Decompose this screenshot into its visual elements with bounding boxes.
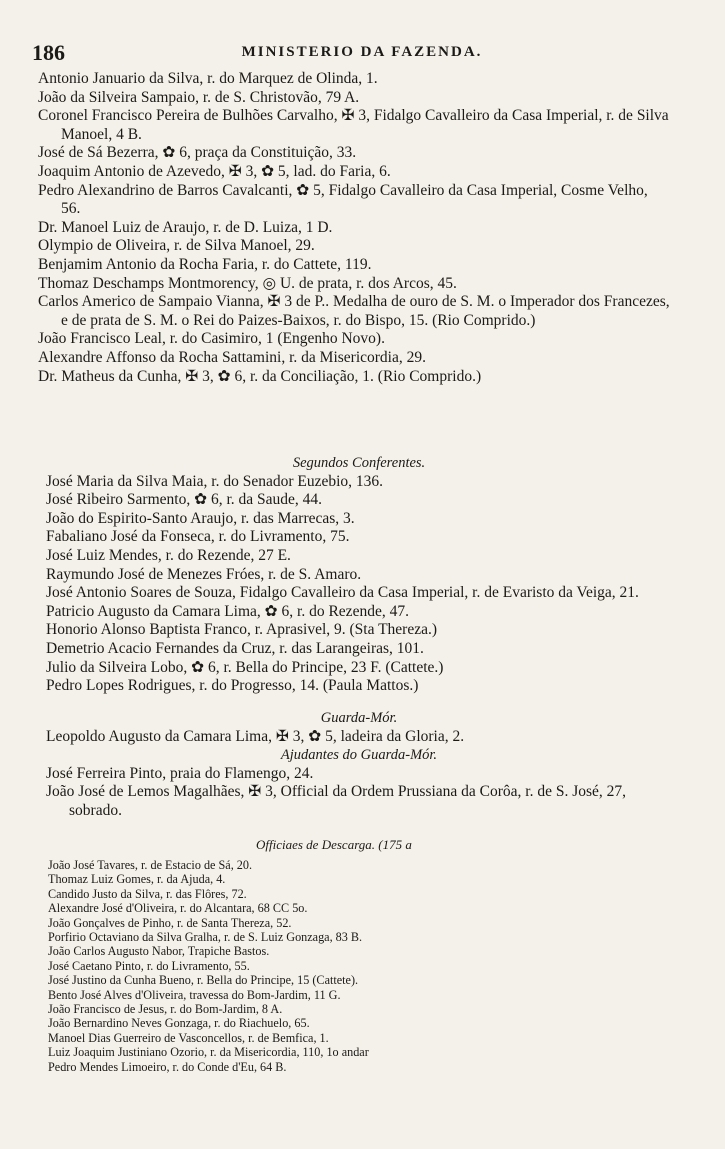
list-item: José Maria da Silva Maia, r. do Senador Euzebio, 136. <box>46 472 384 490</box>
list-item: João Francisco Leal, r. do Casimiro, 1 (Engenho Novo). <box>38 330 385 348</box>
running-title: MINISTERIO DA FAZENDA. <box>241 44 483 60</box>
list-item: Thomaz Luiz Gomes, r. da Ajuda, 4. <box>48 872 226 887</box>
list-item: José de Sá Bezerra, ✿ 6, praça da Constituição, 33. <box>38 144 357 162</box>
list-item: Julio da Silveira Lobo, ✿ 6, r. Bella do Principe, 23 F. (Cattete.) <box>46 658 444 676</box>
list-item: Alexandre Affonso da Rocha Sattamini, r. da Misericordia, 29. <box>38 348 426 366</box>
list-item: Luiz Joaquim Justiniano Ozorio, r. da Misericordia, 110, 1o andar <box>48 1045 369 1060</box>
list-item: José Justino da Cunha Bueno, r. Bella do Principe, 15 (Cattete). <box>48 973 359 988</box>
list-item: João José de Lemos Magalhães, ✠ 3, Official da Ordem Prussiana da Corôa, r. de S. José, 27, sobrado. <box>46 783 627 819</box>
section-heading: Segundos Conferentes. <box>292 455 426 471</box>
list-item: Patricio Augusto da Camara Lima, ✿ 6, r. do Rezende, 47. <box>46 602 409 620</box>
list-item: José Ferreira Pinto, praia do Flamengo, 24. <box>46 764 314 782</box>
entries-guarda-mor <box>46 709 672 855</box>
list-item: Joaquim Antonio de Azevedo, ✠ 3, ✿ 5, lad. do Faria, 6. <box>38 162 391 180</box>
list-item: José Antonio Soares de Souza, Fidalgo Cavalleiro da Casa Imperial, r. de Evaristo da Veiga, 21. <box>46 584 639 602</box>
list-item: Pedro Mendes Limoeiro, r. do Conde d'Eu, 64 B. <box>48 1059 287 1074</box>
list-item: José Ribeiro Sarmento, ✿ 6, r. da Saude, 44. <box>46 491 323 509</box>
list-item: Olympio de Oliveira, r. de Silva Manoel, 29. <box>38 237 315 255</box>
list-item: Carlos Americo de Sampaio Vianna, ✠ 3 de P.. Medalha de ouro de S. M. o Imperador dos Francezes, e de prata de S. M. o Rei do Paizes-Baixos, r. do Bispo, 15. (Rio Comprido.) <box>38 293 670 329</box>
list-item: Fabaliano José da Fonseca, r. do Livramento, 75. <box>46 528 350 546</box>
entries-primeiros <box>38 70 670 386</box>
list-item: João Francisco de Jesus, r. do Bom-Jardim, 8 A. <box>48 1002 283 1017</box>
page-number: 186 <box>32 40 65 65</box>
list-item: Manoel Dias Guerreiro de Vasconcellos, r. de Bemfica, 1. <box>48 1030 329 1045</box>
list-item: Dr. Matheus da Cunha, ✠ 3, ✿ 6, r. da Conciliação, 1. (Rio Comprido.) <box>38 367 482 385</box>
list-item: José Caetano Pinto, r. do Livramento, 55. <box>48 958 250 973</box>
section-heading: Ajudantes do Guarda-Mór. <box>280 747 438 764</box>
list-item: Antonio Januario da Silva, r. do Marquez de Olinda, 1. <box>38 70 378 87</box>
list-item: Honorio Alonso Baptista Franco, r. Aprasivel, 9. (Sta Thereza.) <box>46 621 438 639</box>
section-heading: Officiaes de Descarga. (175 a <box>256 836 412 852</box>
entries-segundos <box>46 454 672 696</box>
list-item: Coronel Francisco Pereira de Bulhões Carvalho, ✠ 3, Fidalgo Cavalleiro da Casa Imperial, r. de Silva Manoel, 4 B. <box>38 107 669 143</box>
list-item: Porfirio Octaviano da Silva Gralha, r. de S. Luiz Gonzaga, 83 B. <box>48 930 363 945</box>
list-item: Alexandre José d'Oliveira, r. do Alcantara, 68 CC 5o. <box>48 901 308 916</box>
list-item: João da Silveira Sampaio, r. de S. Christovão, 79 A. <box>38 88 360 106</box>
list-item: Pedro Alexandrino de Barros Cavalcanti, ✿ 5, Fidalgo Cavalleiro da Casa Imperial, Cosme Velho, 56. <box>38 181 648 218</box>
list-item: Dr. Manoel Luiz de Araujo, r. de D. Luiza, 1 D. <box>38 218 333 236</box>
list-item: João do Espirito-Santo Araujo, r. das Marrecas, 3. <box>46 509 355 527</box>
list-item: Raymundo José de Menezes Fróes, r. de S. Amaro. <box>46 565 362 583</box>
list-item: João José Tavares, r. de Estacio de Sá, 20. <box>48 858 253 872</box>
list-item: João Gonçalves de Pinho, r. de Santa Thereza, 52. <box>48 915 292 930</box>
page-header <box>32 40 692 68</box>
list-item: Candido Justo da Silva, r. das Flôres, 72. <box>48 886 247 901</box>
entries-officiaes <box>48 858 648 1074</box>
list-item: Benjamim Antonio da Rocha Faria, r. do Cattete, 119. <box>38 255 372 273</box>
section-heading: Guarda-Mór. <box>320 710 398 726</box>
list-item: Demetrio Acacio Fernandes da Cruz, r. das Larangeiras, 101. <box>46 639 424 657</box>
list-item: João Bernardino Neves Gonzaga, r. do Riachuelo, 65. <box>48 1016 310 1031</box>
list-item: Leopoldo Augusto da Camara Lima, ✠ 3, ✿ 5, ladeira da Gloria, 2. <box>46 727 465 745</box>
list-item: Pedro Lopes Rodrigues, r. do Progresso, 14. (Paula Mattos.) <box>46 677 419 695</box>
list-item: Thomaz Deschamps Montmorency, ◎ U. de prata, r. dos Arcos, 45. <box>38 274 457 292</box>
list-item: José Luiz Mendes, r. do Rezende, 27 E. <box>46 546 291 564</box>
list-item: João Carlos Augusto Nabor, Trapiche Bastos. <box>48 944 270 959</box>
list-item: Bento José Alves d'Oliveira, travessa do Bom-Jardim, 11 G. <box>48 987 341 1002</box>
